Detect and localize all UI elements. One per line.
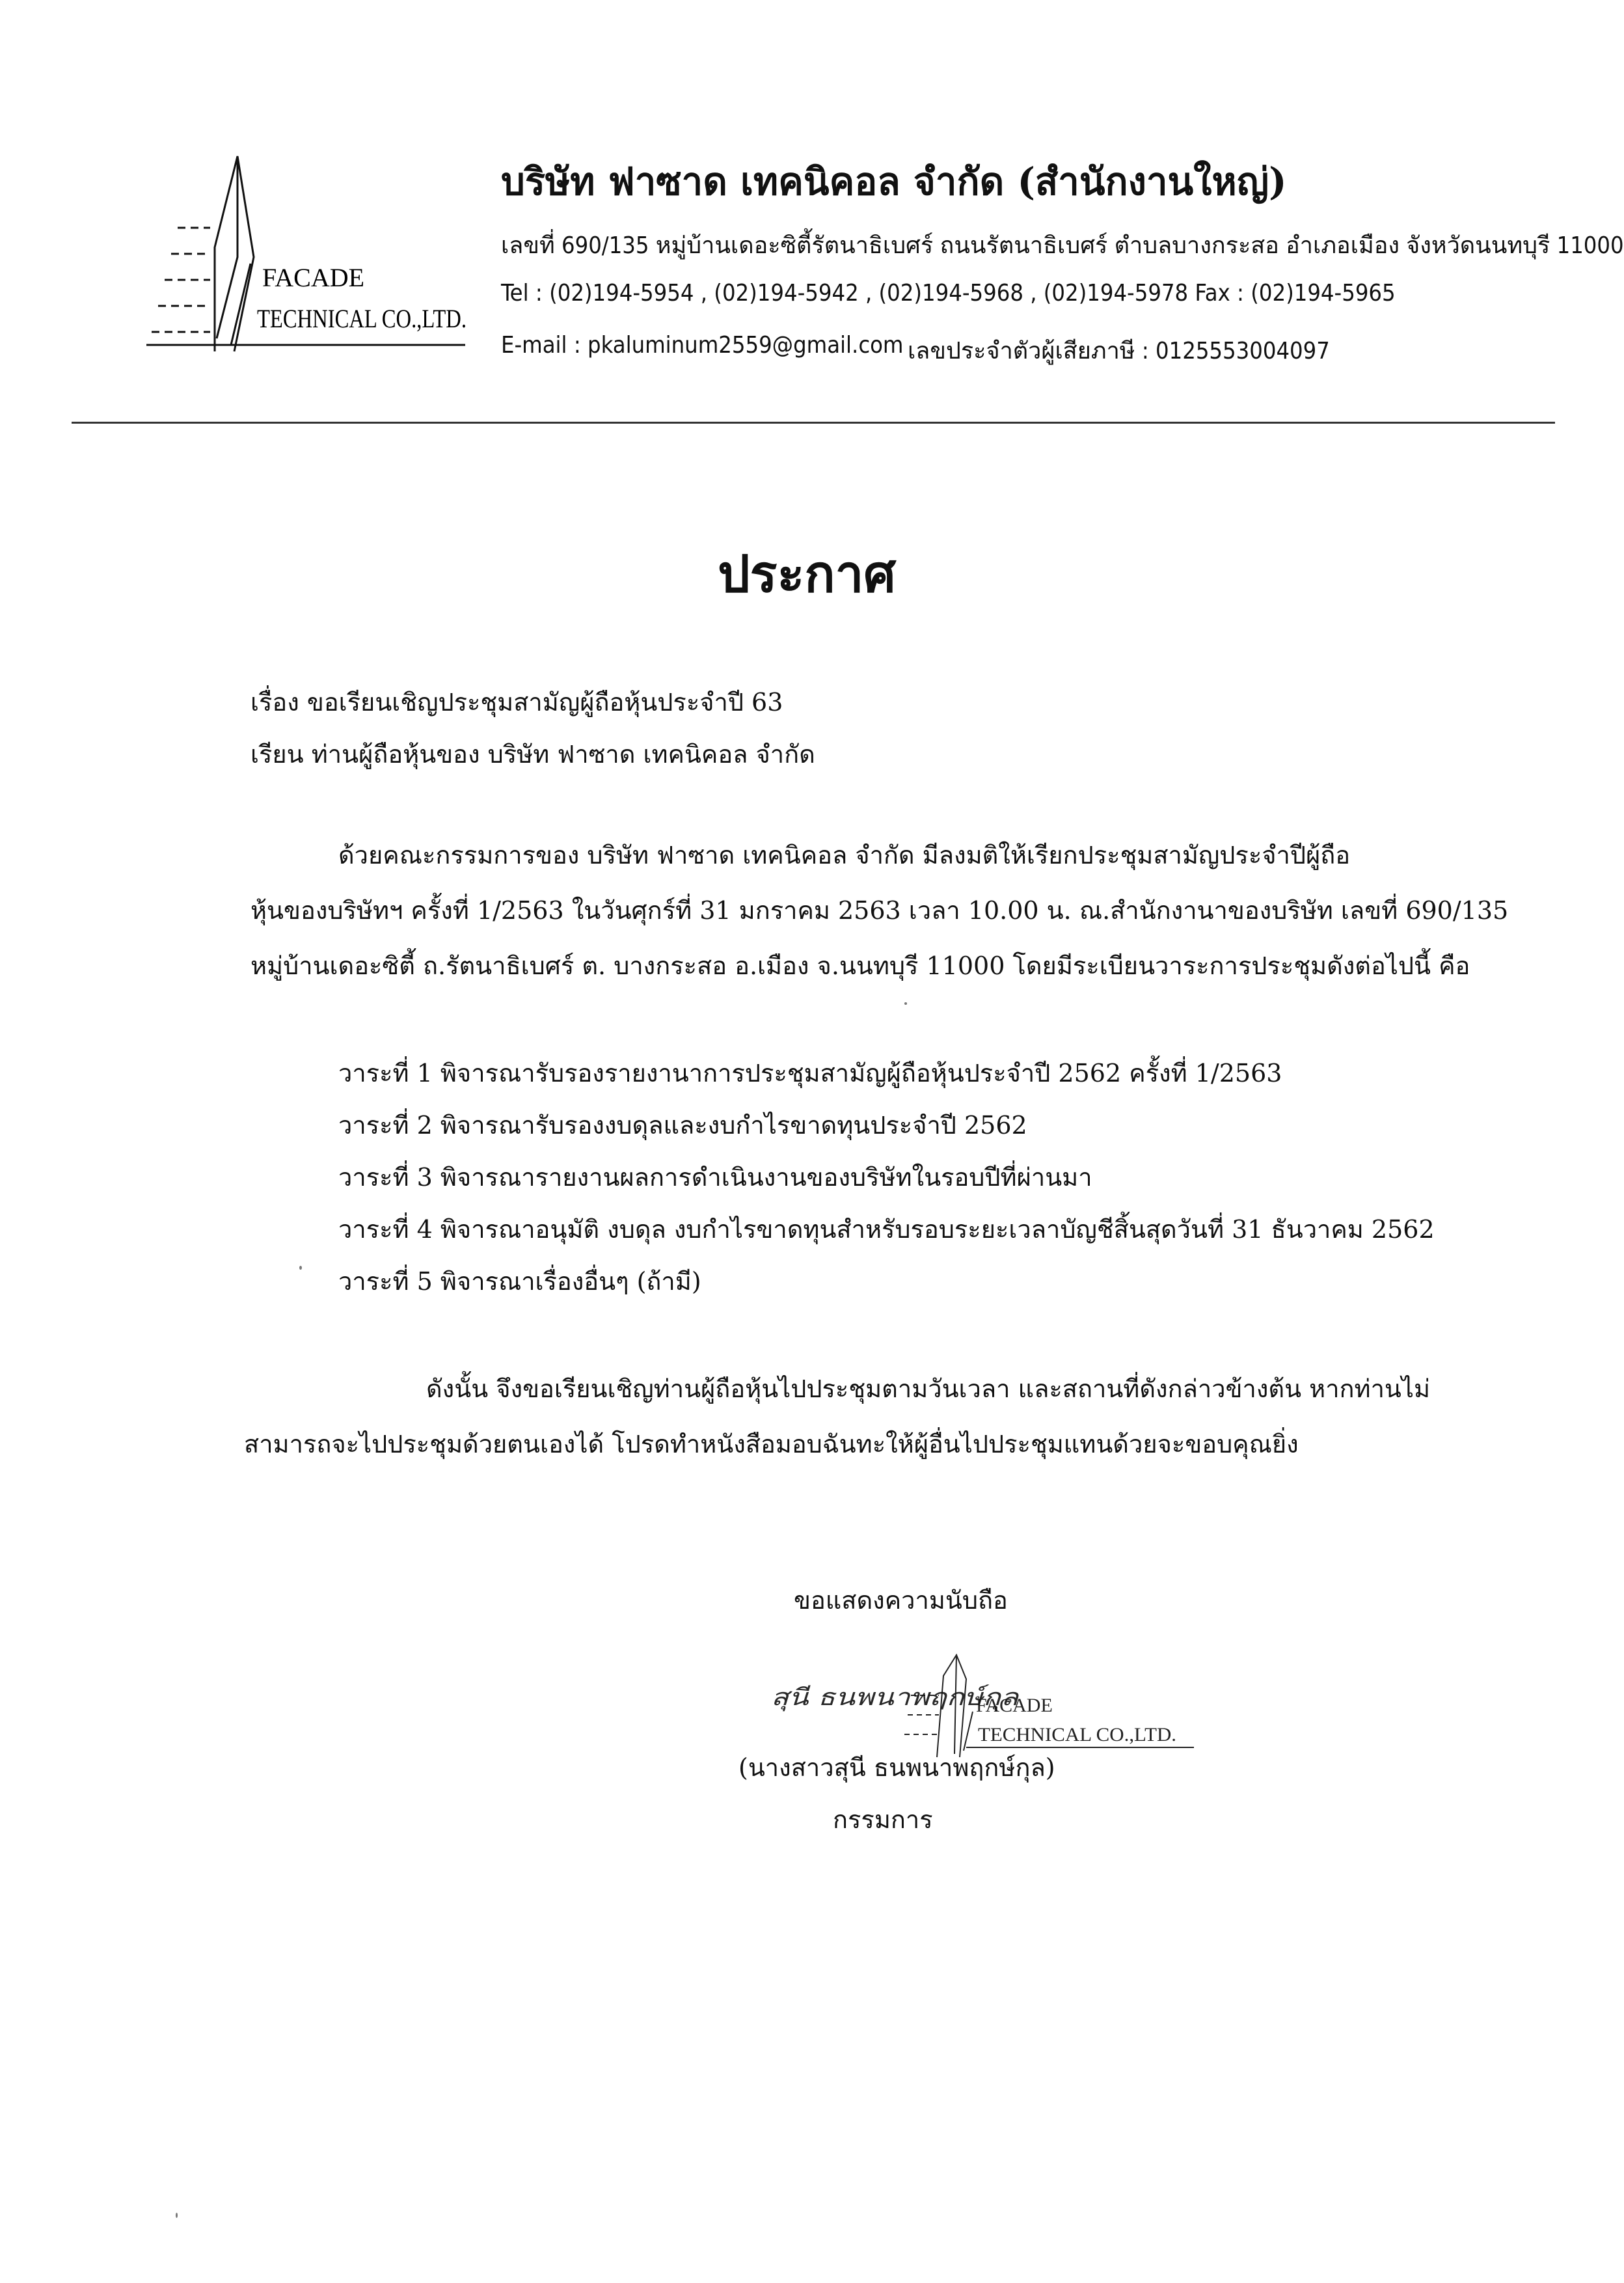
company-logo <box>140 150 478 358</box>
agenda-item-5: วาระที่ 5 พิจารณาเรื่องอื่นๆ (ถ้ามี) <box>338 1267 701 1296</box>
company-address: เลขที่ 690/135 หมู่บ้านเดอะซิตี้รัตนาธิเบศร์ ถนนรัตนาธิเบศร์ ตำบลบางกระสอ อำเภอเมือง จังหวัดนนทบุรี 11000 <box>501 232 1624 259</box>
company-tax-id: เลขประจำตัวผู้เสียภาษี : 0125553004097 <box>908 338 1330 364</box>
stamp-line-2: TECHNICAL CO.,LTD. <box>978 1724 1176 1745</box>
logo-line-2: TECHNICAL CO.,LTD. <box>257 304 467 333</box>
agenda-item-3: วาระที่ 3 พิจารณารายงานผลการดำเนินงานของบริษัทในรอบปีที่ผ่านมา <box>338 1163 1092 1192</box>
stamp-line-1: FACADE <box>976 1695 1053 1716</box>
salutation: ขอแสดงความนับถือ <box>794 1586 1008 1615</box>
company-contact: Tel : (02)194-5954 , (02)194-5942 , (02)194-5968 , (02)194-5978 Fax : (02)194-5965 <box>501 280 1396 307</box>
signatory-name: (นางสาวสุนี ธนพนาพฤกษ์กุล) <box>738 1753 1055 1782</box>
company-email: E-mail : pkaluminum2559@gmail.com <box>501 332 904 359</box>
agenda-item-2: วาระที่ 2 พิจารณารับรองงบดุลและงบกำไรขาดทุนประจำปี 2562 <box>338 1111 1027 1140</box>
intro-line-1: ด้วยคณะกรรมการของ บริษัท ฟาซาด เทคนิคอล จำกัด มีลงมติให้เรียกประชุมสามัญประจำปีผู้ถือ <box>338 841 1351 869</box>
document-title: ประกาศ <box>718 545 896 604</box>
closing-line-2: สามารถจะไปประชุมด้วยตนเองได้ โปรดทำหนังสือมอบฉันทะให้ผู้อื่นไปประชุมแทนด้วยจะขอบคุณยิ่ง <box>244 1430 1299 1458</box>
recipient-line: เรียน ท่านผู้ถือหุ้นของ บริษัท ฟาซาด เทคนิคอล จำกัด <box>250 740 815 769</box>
signatory-position: กรรมการ <box>833 1805 933 1834</box>
scan-speck <box>299 1266 302 1270</box>
closing-line-1: ดังนั้น จึงขอเรียนเชิญท่านผู้ถือหุ้นไปประชุมตามวันเวลา และสถานที่ดังกล่าวข้างต้น หากท่านไม่ <box>426 1374 1431 1403</box>
company-name: บริษัท ฟาซาด เทคนิคอล จำกัด (สำนักงานใหญ่) <box>501 159 1287 204</box>
header-divider <box>72 422 1555 424</box>
handwritten-signature: สุนี ธนพนาพฤกษ์กุล <box>771 1684 972 1711</box>
subject-line: เรื่อง ขอเรียนเชิญประชุมสามัญผู้ถือหุ้นประจำปี 63 <box>250 688 783 717</box>
intro-line-3: หมู่บ้านเดอะซิตี้ ถ.รัตนาธิเบศร์ ต. บางกระสอ อ.เมือง จ.นนทบุรี 11000 โดยมีระเบียนวาระการประชุมดังต่อไปนี้ คือ <box>250 951 1470 980</box>
agenda-item-4: วาระที่ 4 พิจารณาอนุมัติ งบดุล งบกำไรขาดทุนสำหรับรอบระยะเวลาบัญชีสิ้นสุดวันที่ 31 ธันวาคม 2562 <box>338 1215 1435 1244</box>
intro-line-2: หุ้นของบริษัทฯ ครั้งที่ 1/2563 ในวันศุกร์ที่ 31 มกราคม 2563 เวลา 10.00 น. ณ.สำนักงานาของบริษัท เลขที่ 690/135 <box>250 896 1509 925</box>
logo-line-1: FACADE <box>262 263 365 292</box>
scan-speck <box>904 1002 907 1005</box>
agenda-item-1: วาระที่ 1 พิจารณารับรองรายงานาการประชุมสามัญผู้ถือหุ้นประจำปี 2562 ครั้งที่ 1/2563 <box>338 1059 1282 1087</box>
scan-speck <box>176 2213 178 2218</box>
signature-with-stamp <box>771 1650 1239 1760</box>
